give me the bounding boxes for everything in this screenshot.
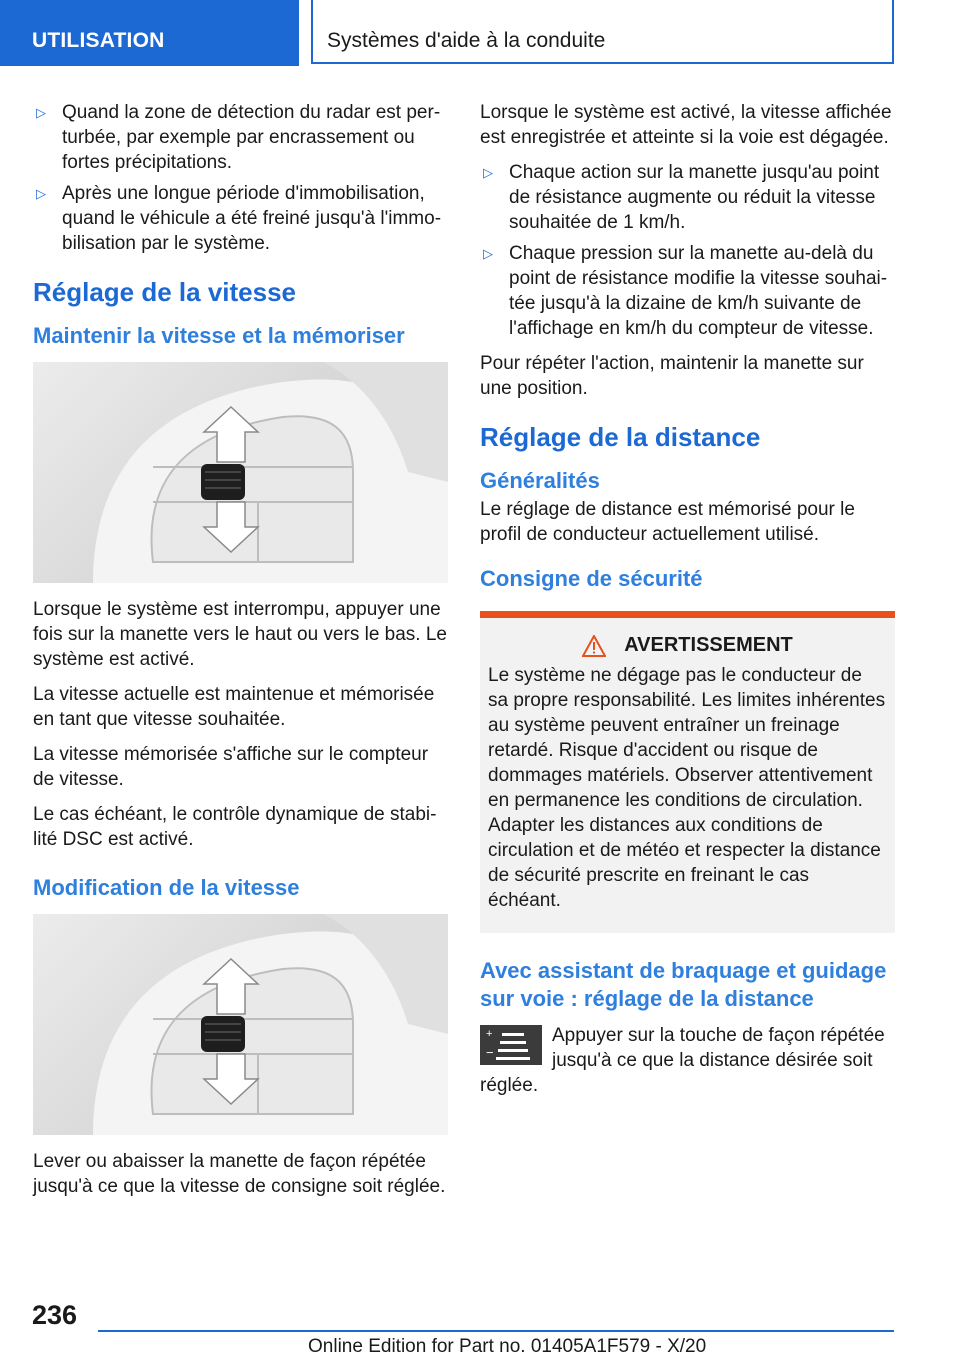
- svg-text:−: −: [486, 1045, 494, 1060]
- left-column: [33, 100, 448, 1209]
- warning-triangle-icon: [582, 635, 606, 657]
- key-instruction: + − Appuyer sur la touche de façon répétée jusqu'à ce que la distance désirée soit réglée.: [480, 1025, 885, 1096]
- paragraph: Lorsque le système est activé, la vitesse affichée est enregistrée et atteinte si la voie est dégagée.: [480, 102, 892, 148]
- steering-wheel-photo: [33, 362, 448, 583]
- warning-header: [488, 634, 887, 657]
- distance-key-icon: [480, 1025, 542, 1065]
- warning-box: [480, 611, 895, 933]
- list-item: ▷ Chaque pression sur la manette au-delà du point de résistance modifie la vitesse souhaitée jusqu'à la dizaine de km/h suivante de l'affichage en km/h du compteur de vitesse.: [483, 243, 888, 339]
- heading-steering-assist: Avec assistant de braquage et guidage sur voie : réglage de la distance: [480, 958, 887, 1011]
- heading-safety: Consigne de sécurité: [480, 566, 703, 591]
- paragraph: Lorsque le système est interrompu, appuyer une fois sur la manette vers le haut ou vers le bas. Le système est activé.: [33, 599, 447, 670]
- edition-note: Online Edition for Part no. 01405A1F579 - X/20: [308, 1336, 707, 1357]
- steering-control-illustration: [33, 362, 448, 583]
- steering-control-illustration: [33, 914, 448, 1135]
- page-number: 236: [32, 1300, 78, 1330]
- bullet-list: [33, 100, 448, 256]
- paragraph: La vitesse mémorisée s'affiche sur le compteur de vitesse.: [33, 744, 429, 790]
- footer-divider: [98, 1330, 894, 1332]
- heading-general: Généralités: [480, 468, 600, 493]
- triangle-bullet-icon: ▷: [36, 105, 46, 120]
- triangle-bullet-icon: ▷: [36, 186, 46, 201]
- warning-text: Le système ne dégage pas le conducteur de sa propre responsabilité. Les limites inhérentes au système peuvent entraîner un freinage retardé. Risque d'accident ou risque de dommages matériels. Observer attentivement en permanence les conditions de circulation. Adapter les distances aux conditions de circulation et de météo et respecter la distance de sécurité prescrite en freinant le cas échéant.: [488, 665, 886, 911]
- paragraph: La vitesse actuelle est maintenue et mémorisée en tant que vitesse souhaitée.: [33, 684, 435, 730]
- svg-text:+: +: [486, 1028, 493, 1040]
- list-item: ▷ Après une longue période d'immobilisation, quand le véhicule a été freiné jusqu'à l'immobilisation par le système.: [36, 183, 442, 254]
- section-title: UTILISATION: [32, 29, 165, 52]
- paragraph: Lever ou abaisser la manette de façon répétée jusqu'à ce que la vitesse de consigne soit réglée.: [33, 1151, 446, 1197]
- paragraph: Le réglage de distance est mémorisé pour le profil de conducteur actuellement utilisé.: [480, 499, 855, 545]
- steering-wheel-photo: [33, 914, 448, 1135]
- chapter-title: Systèmes d'aide à la conduite: [327, 29, 606, 52]
- triangle-bullet-icon: ▷: [483, 165, 493, 180]
- section-tab: [0, 0, 299, 66]
- chapter-tab: [311, 0, 894, 64]
- list-item: ▷ Chaque action sur la manette jusqu'au point de résistance augmente ou réduit la vitesse souhaitée de 1 km/h.: [483, 162, 880, 233]
- warning-title: AVERTISSEMENT: [624, 634, 793, 656]
- heading-speed: Réglage de la vitesse: [33, 277, 297, 307]
- right-column: [480, 100, 895, 1098]
- paragraph: Le cas échéant, le contrôle dynamique de stabilité DSC est activé.: [33, 804, 437, 850]
- heading-modify-speed: Modification de la vitesse: [33, 875, 300, 900]
- paragraph: Pour répéter l'action, maintenir la manette sur une position.: [480, 353, 864, 399]
- heading-maintain-speed: Maintenir la vitesse et la mémoriser: [33, 323, 405, 348]
- bullet-list: [480, 160, 895, 341]
- heading-distance: Réglage de la distance: [480, 422, 761, 452]
- triangle-bullet-icon: ▷: [483, 246, 493, 261]
- list-item: ▷ Quand la zone de détection du radar est perturbée, par exemple par encrassement ou fortes précipitations.: [36, 102, 441, 173]
